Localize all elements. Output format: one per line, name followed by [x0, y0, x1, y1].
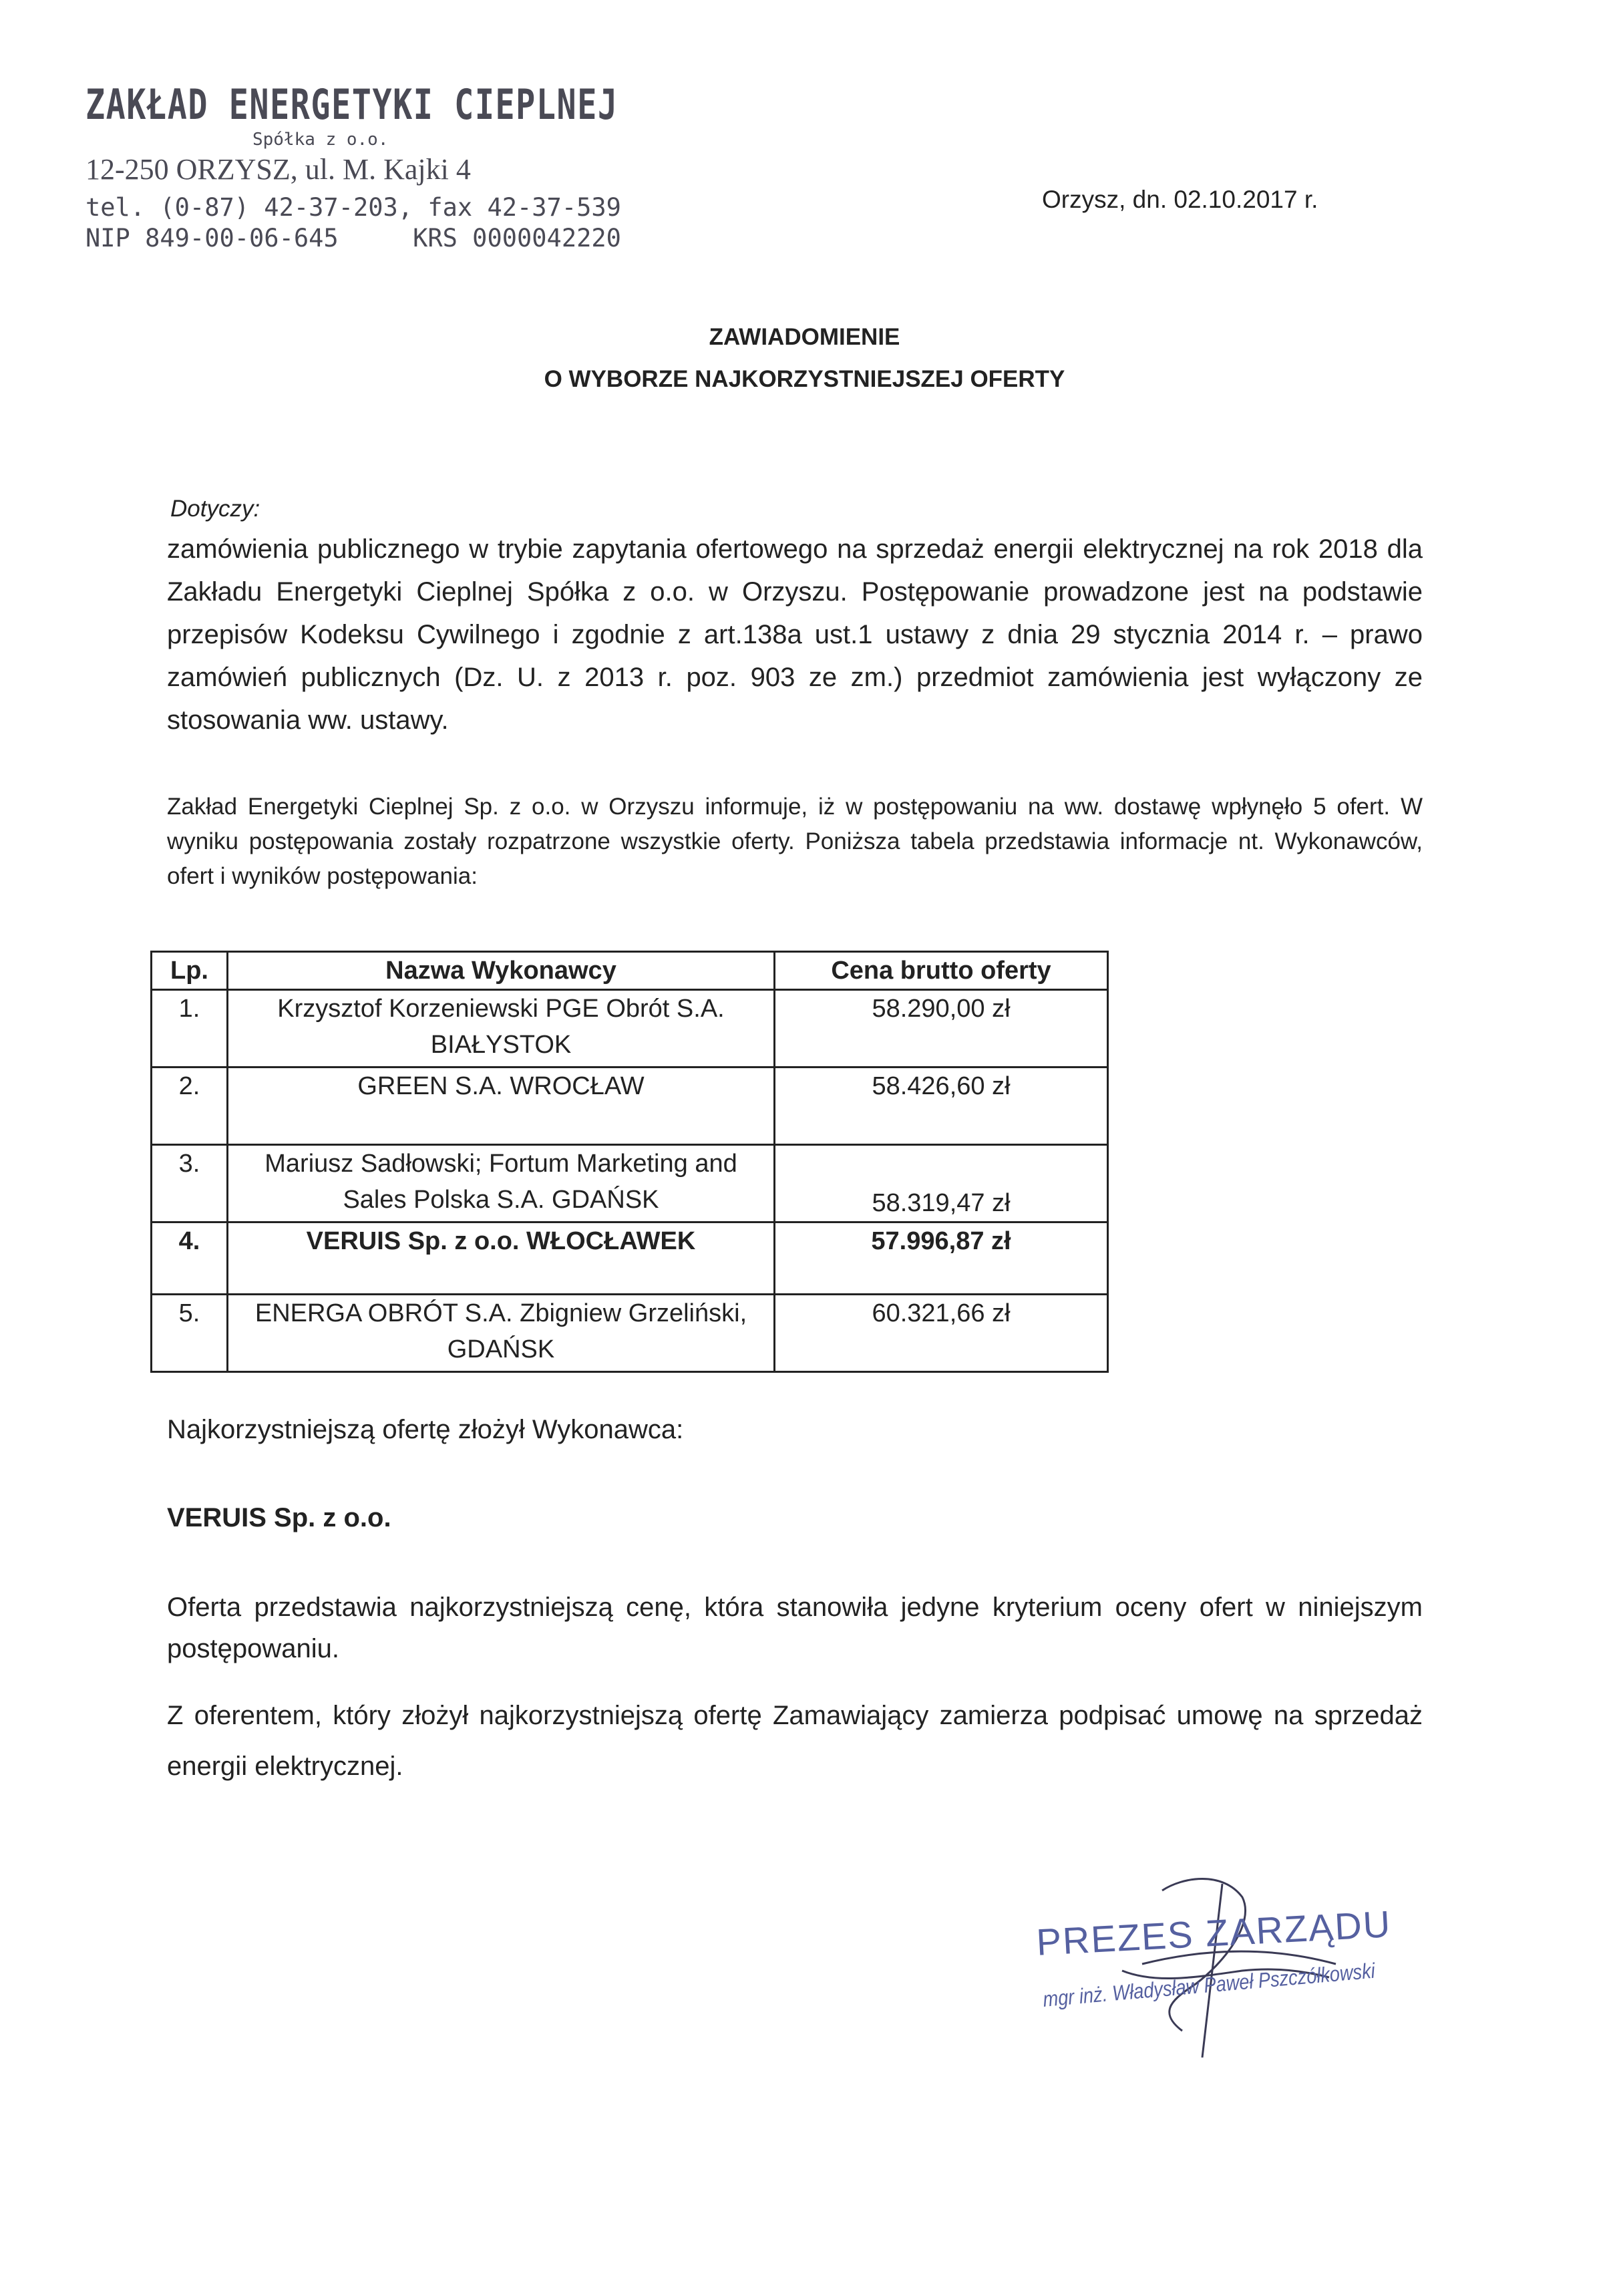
letterhead-company-name: ZAKŁAD ENERGETYKI CIEPLNEJ — [85, 80, 618, 129]
row-price: 58.290,00 zł — [775, 990, 1108, 1068]
row-lp: 3. — [152, 1145, 228, 1222]
info-paragraph: Zakład Energetyki Cieplnej Sp. z o.o. w Orzyszu informuje, iż w postępowaniu na ww. dostawę wpłynęło 5 ofert. W wyniku postępowania zostały rozpatrzone wszystkie oferty. Poniższa tabela przedstawia informacje nt. Wykonawców, ofert i wyników postępowania: — [167, 794, 1423, 889]
letterhead-phone-fax: tel. (0-87) 42-37-203, fax 42-37-539 — [85, 193, 621, 222]
table-row — [152, 1068, 1108, 1145]
table-header-row — [152, 952, 1108, 990]
header-contractor-name: Nazwa Wykonawcy — [228, 952, 775, 990]
row-price: 60.321,66 zł — [775, 1295, 1108, 1372]
row-price: 58.426,60 zł — [775, 1068, 1108, 1145]
row-lp: 4. — [152, 1222, 228, 1295]
row-lp: 5. — [152, 1295, 228, 1372]
letterhead-company-form: Spółka z o.o. — [252, 130, 389, 150]
table-row — [152, 1295, 1108, 1372]
table-row-best-offer — [152, 1222, 1108, 1295]
table-row — [152, 990, 1108, 1068]
subject-paragraph: zamówienia publicznego w trybie zapytania ofertowego na sprzedaż energii elektrycznej na rok 2018 dla Zakładu Energetyki Cieplnej Spółka z o.o. w Orzyszu. Postępowanie prowadzone jest na podstawie przepisów Kodeksu Cywilnego i zgodnie z art.138a ust.1 ustawy z dnia 29 stycznia 2014 r. – prawo zamówień publicznych (Dz. U. z 2013 r. poz. 903 ze zm.) przedmiot zamówienia jest wyłączony ze stosowania ww. ustawy. — [167, 534, 1423, 735]
row-contractor-name: ENERGA OBRÓT S.A. Zbigniew Grzeliński, GDAŃSK — [228, 1295, 775, 1372]
document-date: Orzysz, dn. 02.10.2017 r. — [1042, 186, 1318, 213]
header-lp: Lp. — [152, 952, 228, 990]
row-contractor-name: Mariusz Sadłowski; Fortum Marketing and Sales Polska S.A. GDAŃSK — [228, 1145, 775, 1222]
best-offer-intro: Najkorzystniejszą ofertę złożył Wykonawca: — [167, 1415, 684, 1444]
row-contractor-name: Krzysztof Korzeniewski PGE Obrót S.A. BIAŁYSTOK — [228, 990, 775, 1068]
row-contractor-name: VERUIS Sp. z o.o. WŁOCŁAWEK — [228, 1222, 775, 1295]
row-lp: 1. — [152, 990, 228, 1068]
document-subtitle: O WYBORZE NAJKORZYSTNIEJSZEJ OFERTY — [544, 366, 1065, 392]
row-lp: 2. — [152, 1068, 228, 1145]
signature-stamp-title: PREZES ZARZĄDU — [1035, 1903, 1393, 1963]
signature-stamp-name: mgr inż. Władysław Paweł Pszczółkowski — [1042, 1958, 1377, 2011]
row-price: 58.319,47 zł — [775, 1145, 1108, 1222]
best-offer-name: VERUIS Sp. z o.o. — [167, 1503, 391, 1532]
subject-label: Dotyczy: — [170, 496, 260, 522]
contract-note-paragraph: Z oferentem, który złożył najkorzystniejszą ofertę Zamawiający zamierza podpisać umowę na sprzedaż energii elektrycznej. — [167, 1701, 1423, 1781]
document-title: ZAWIADOMIENIE — [709, 324, 900, 350]
letterhead-address: 12-250 ORZYSZ, ul. M. Kajki 4 — [85, 153, 471, 186]
justification-paragraph: Oferta przedstawia najkorzystniejszą cenę, która stanowiła jedyne kryterium oceny ofert w niniejszym postępowaniu. — [167, 1593, 1423, 1663]
header-gross-price: Cena brutto oferty — [775, 952, 1108, 990]
row-price: 57.996,87 zł — [775, 1222, 1108, 1295]
letterhead-registry: NIP 849-00-06-645 KRS 0000042220 — [85, 224, 621, 253]
table-row — [152, 1145, 1108, 1222]
row-contractor-name: GREEN S.A. WROCŁAW — [228, 1068, 775, 1145]
offers-table — [150, 951, 1109, 1373]
